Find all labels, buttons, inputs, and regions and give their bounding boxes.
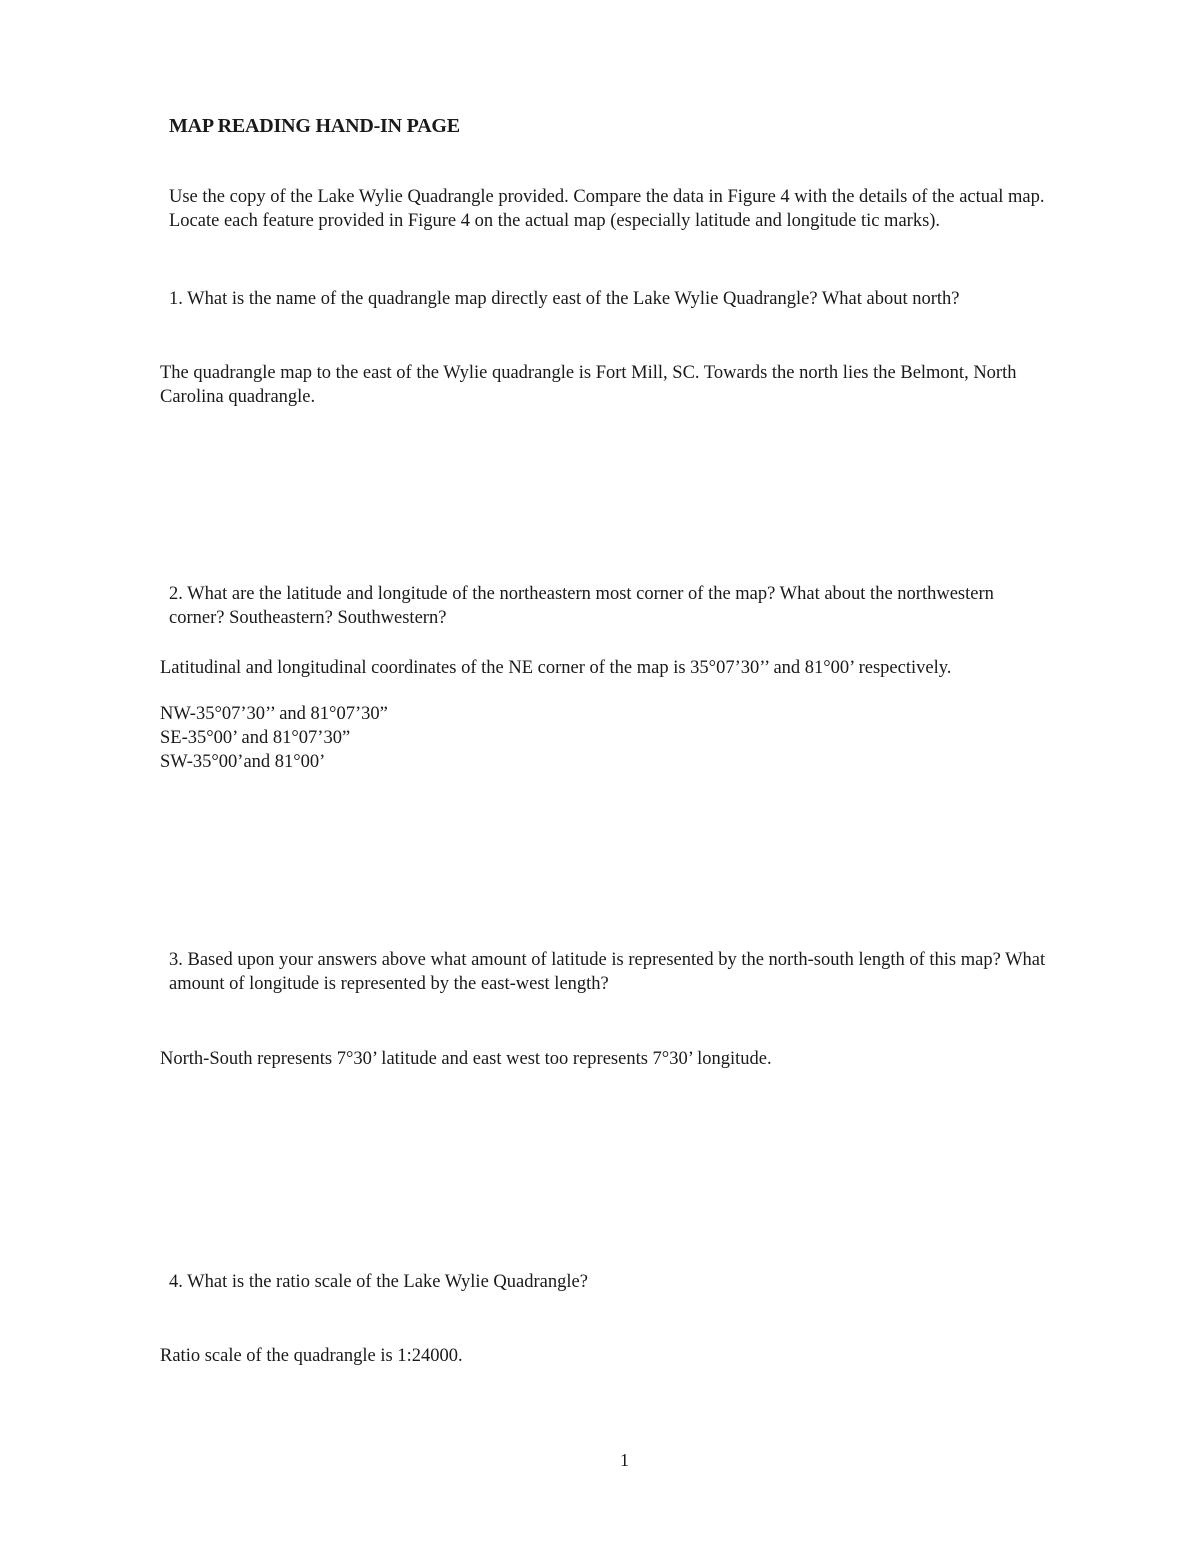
answer-4: Ratio scale of the quadrangle is 1:24000. [160,1346,463,1366]
question-2: 2. What are the latitude and longitude of the northeastern most corner of the map? What about the northwestern corner? Southeastern? Southwestern? [169,584,999,628]
answer-2: Latitudinal and longitudinal coordinates of the NE corner of the map is 35°07’30’’ and 81°00’ respectively. [160,658,952,678]
intro-paragraph: Use the copy of the Lake Wylie Quadrangle provided. Compare the data in Figure 4 with the details of the actual map. Locate each feature provided in Figure 4 on the actual map (especially latitude and longitude tic marks). [169,187,1050,231]
question-4: 4. What is the ratio scale of the Lake Wylie Quadrangle? [169,1272,588,1292]
answer-3: North-South represents 7°30’ latitude and east west too represents 7°30’ longitude. [160,1049,772,1069]
page-title: MAP READING HAND-IN PAGE [169,115,460,137]
answer-2-line-nw: NW-35°07’30’’ and 81°07’30” [160,704,388,724]
answer-1: The quadrangle map to the east of the Wylie quadrangle is Fort Mill, SC. Towards the north lies the Belmont, North Carolina quadrangle. [160,363,1022,407]
question-1: 1. What is the name of the quadrangle map directly east of the Lake Wylie Quadrangle? What about north? [169,289,960,309]
answer-2-line-sw: SW-35°00’and 81°00’ [160,752,326,772]
page-number: 1 [620,1450,629,1470]
answer-2-line-se: SE-35°00’ and 81°07’30” [160,728,351,748]
question-3: 3. Based upon your answers above what amount of latitude is represented by the north-south length of this map? What amount of longitude is represented by the east-west length? [169,950,1050,994]
